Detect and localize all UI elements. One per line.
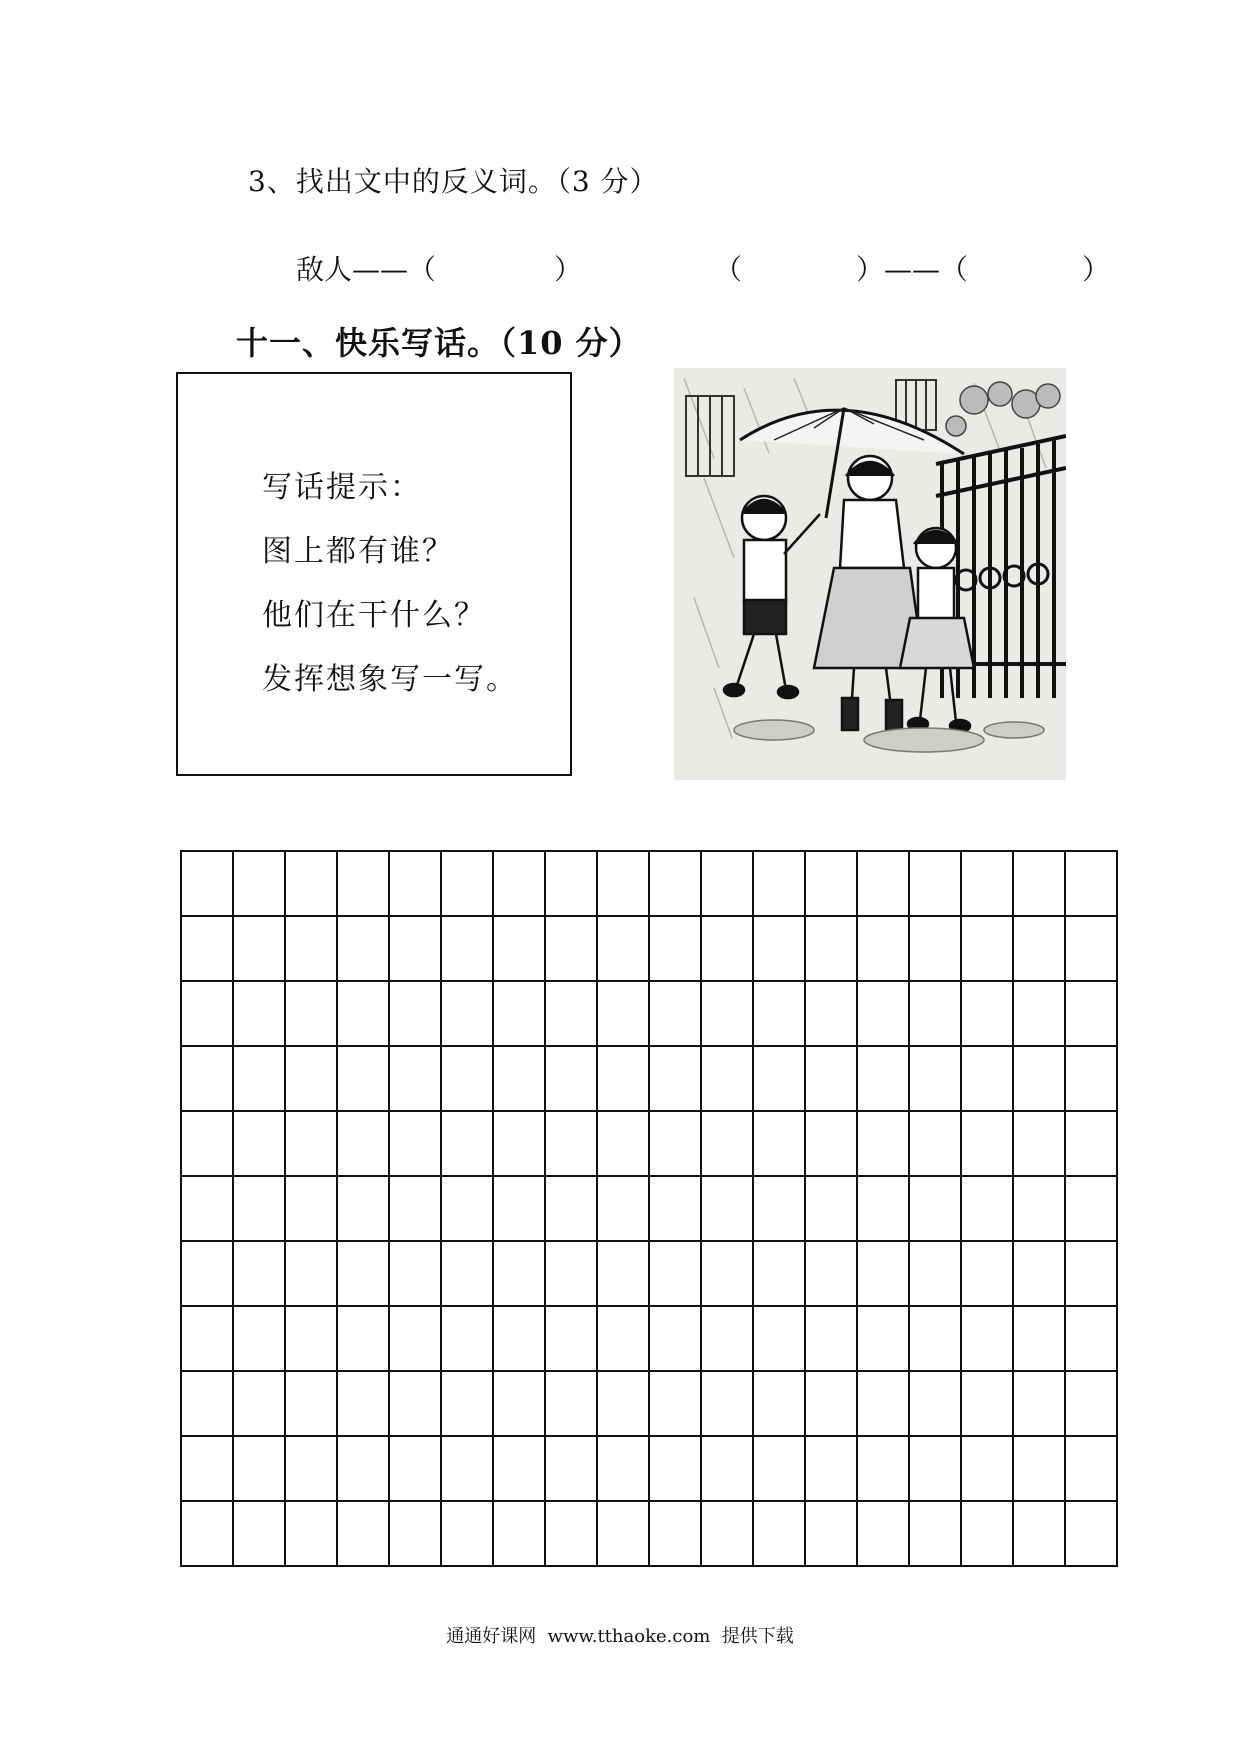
grid-cell[interactable]	[234, 1502, 286, 1567]
grid-cell[interactable]	[858, 982, 910, 1047]
grid-cell[interactable]	[702, 1177, 754, 1242]
grid-cell[interactable]	[910, 852, 962, 917]
grid-cell[interactable]	[1014, 1437, 1066, 1502]
grid-cell[interactable]	[286, 982, 338, 1047]
grid-cell[interactable]	[962, 1502, 1014, 1567]
grid-cell[interactable]	[286, 1242, 338, 1307]
grid-cell[interactable]	[650, 1242, 702, 1307]
grid-cell[interactable]	[1066, 1112, 1118, 1177]
footer-source-note: 通通好课网 www.tthaoke.com 提供下载	[446, 1626, 794, 1647]
grid-cell[interactable]	[286, 1372, 338, 1437]
grid-cell[interactable]	[390, 1112, 442, 1177]
grid-cell[interactable]	[390, 1372, 442, 1437]
grid-cell[interactable]	[806, 982, 858, 1047]
grid-cell[interactable]	[702, 1242, 754, 1307]
grid-cell[interactable]	[1014, 1112, 1066, 1177]
grid-cell[interactable]	[286, 852, 338, 917]
grid-cell[interactable]	[858, 1047, 910, 1112]
grid-cell[interactable]	[182, 1112, 234, 1177]
grid-cell[interactable]	[338, 1047, 390, 1112]
grid-cell[interactable]	[286, 1177, 338, 1242]
grid-cell[interactable]	[806, 1112, 858, 1177]
grid-cell[interactable]	[858, 917, 910, 982]
grid-cell[interactable]	[806, 1242, 858, 1307]
grid-cell[interactable]	[338, 917, 390, 982]
grid-cell[interactable]	[806, 1437, 858, 1502]
writing-grid[interactable]	[180, 850, 1118, 1567]
grid-cell[interactable]	[234, 1437, 286, 1502]
rain-umbrella-family-illustration	[674, 368, 1066, 780]
grid-cell[interactable]	[182, 1502, 234, 1567]
grid-cell[interactable]	[962, 1242, 1014, 1307]
grid-cell[interactable]	[1014, 1177, 1066, 1242]
antonym-pair-1-right: ）	[554, 253, 583, 286]
grid-cell[interactable]	[754, 1502, 806, 1567]
grid-cell[interactable]	[1066, 1437, 1118, 1502]
writing-hint-box	[176, 372, 572, 776]
grid-cell[interactable]	[494, 1372, 546, 1437]
grid-cell[interactable]	[754, 982, 806, 1047]
grid-cell[interactable]	[1014, 1047, 1066, 1112]
grid-cell[interactable]	[546, 1437, 598, 1502]
grid-cell[interactable]	[182, 1372, 234, 1437]
hint-heading: 写话提示：	[262, 470, 422, 505]
grid-cell[interactable]	[702, 982, 754, 1047]
antonym-pair-2-right: ）	[1082, 253, 1111, 286]
grid-cell[interactable]	[286, 1112, 338, 1177]
grid-cell[interactable]	[910, 1372, 962, 1437]
grid-cell[interactable]	[962, 1372, 1014, 1437]
grid-cell[interactable]	[234, 982, 286, 1047]
grid-cell[interactable]	[650, 1112, 702, 1177]
grid-cell[interactable]	[546, 1177, 598, 1242]
grid-cell[interactable]	[442, 1437, 494, 1502]
hint-line-3: 发挥想象写一写。	[262, 662, 518, 697]
grid-cell[interactable]	[650, 1437, 702, 1502]
grid-cell[interactable]	[1066, 1372, 1118, 1437]
grid-cell[interactable]	[234, 1112, 286, 1177]
grid-cell[interactable]	[650, 1177, 702, 1242]
grid-cell[interactable]	[702, 1437, 754, 1502]
grid-cell[interactable]	[390, 1047, 442, 1112]
grid-cell[interactable]	[442, 1502, 494, 1567]
grid-cell[interactable]	[1066, 1177, 1118, 1242]
grid-cell[interactable]	[494, 1307, 546, 1372]
grid-cell[interactable]	[1014, 917, 1066, 982]
grid-cell[interactable]	[598, 1112, 650, 1177]
grid-cell[interactable]	[546, 1047, 598, 1112]
grid-cell[interactable]	[338, 1502, 390, 1567]
grid-cell[interactable]	[182, 852, 234, 917]
grid-cell[interactable]	[390, 1502, 442, 1567]
grid-cell[interactable]	[806, 1047, 858, 1112]
grid-cell[interactable]	[234, 1307, 286, 1372]
grid-cell[interactable]	[858, 852, 910, 917]
grid-cell[interactable]	[182, 1242, 234, 1307]
grid-cell[interactable]	[598, 1177, 650, 1242]
grid-cell[interactable]	[962, 1112, 1014, 1177]
grid-cell[interactable]	[806, 917, 858, 982]
grid-cell[interactable]	[598, 852, 650, 917]
grid-cell[interactable]	[390, 1177, 442, 1242]
grid-cell[interactable]	[338, 982, 390, 1047]
grid-cell[interactable]	[546, 1372, 598, 1437]
grid-cell[interactable]	[1066, 1307, 1118, 1372]
grid-cell[interactable]	[338, 1437, 390, 1502]
grid-cell[interactable]	[598, 1242, 650, 1307]
grid-cell[interactable]	[442, 1372, 494, 1437]
grid-cell[interactable]	[910, 1177, 962, 1242]
grid-cell[interactable]	[910, 1047, 962, 1112]
grid-cell[interactable]	[546, 1307, 598, 1372]
question-3-title: 3、找出文中的反义词。（3 分）	[248, 165, 659, 198]
grid-cell[interactable]	[494, 1177, 546, 1242]
grid-cell[interactable]	[650, 852, 702, 917]
grid-cell[interactable]	[390, 982, 442, 1047]
grid-cell[interactable]	[962, 982, 1014, 1047]
grid-cell[interactable]	[182, 917, 234, 982]
grid-cell[interactable]	[1014, 1307, 1066, 1372]
grid-cell[interactable]	[598, 1437, 650, 1502]
antonym-pair-2-middle: ）——（	[856, 253, 969, 286]
grid-cell[interactable]	[910, 1112, 962, 1177]
grid-cell[interactable]	[1066, 917, 1118, 982]
grid-cell[interactable]	[1014, 852, 1066, 917]
grid-cell[interactable]	[442, 1307, 494, 1372]
grid-cell[interactable]	[1066, 1502, 1118, 1567]
grid-cell[interactable]	[494, 1242, 546, 1307]
grid-cell[interactable]	[390, 1307, 442, 1372]
grid-cell[interactable]	[338, 1307, 390, 1372]
grid-cell[interactable]	[390, 852, 442, 917]
grid-cell[interactable]	[546, 1502, 598, 1567]
grid-cell[interactable]	[546, 852, 598, 917]
grid-cell[interactable]	[286, 1437, 338, 1502]
grid-cell[interactable]	[494, 917, 546, 982]
grid-cell[interactable]	[702, 1112, 754, 1177]
grid-cell[interactable]	[442, 1242, 494, 1307]
grid-cell[interactable]	[546, 1112, 598, 1177]
grid-cell[interactable]	[390, 1437, 442, 1502]
grid-cell[interactable]	[182, 982, 234, 1047]
grid-cell[interactable]	[754, 1112, 806, 1177]
grid-cell[interactable]	[494, 982, 546, 1047]
grid-cell[interactable]	[650, 1047, 702, 1112]
grid-cell[interactable]	[338, 852, 390, 917]
grid-cell[interactable]	[910, 1242, 962, 1307]
grid-cell[interactable]	[910, 1502, 962, 1567]
grid-cell[interactable]	[338, 1242, 390, 1307]
antonym-pair-1-left: 敌人——（	[296, 253, 437, 286]
grid-cell[interactable]	[1066, 852, 1118, 917]
grid-cell[interactable]	[858, 1437, 910, 1502]
grid-cell[interactable]	[858, 1307, 910, 1372]
grid-cell[interactable]	[650, 1502, 702, 1567]
grid-cell[interactable]	[442, 852, 494, 917]
grid-cell[interactable]	[442, 982, 494, 1047]
grid-cell[interactable]	[910, 1437, 962, 1502]
grid-cell[interactable]	[182, 1307, 234, 1372]
grid-cell[interactable]	[962, 1307, 1014, 1372]
grid-cell[interactable]	[702, 1307, 754, 1372]
grid-cell[interactable]	[494, 1437, 546, 1502]
grid-cell[interactable]	[754, 1372, 806, 1437]
grid-cell[interactable]	[702, 1502, 754, 1567]
grid-cell[interactable]	[598, 1047, 650, 1112]
grid-cell[interactable]	[1014, 1502, 1066, 1567]
grid-cell[interactable]	[650, 982, 702, 1047]
grid-cell[interactable]	[494, 1047, 546, 1112]
grid-cell[interactable]	[494, 852, 546, 917]
grid-cell[interactable]	[754, 1242, 806, 1307]
grid-cell[interactable]	[806, 1372, 858, 1437]
grid-cell[interactable]	[442, 1047, 494, 1112]
grid-cell[interactable]	[806, 852, 858, 917]
grid-cell[interactable]	[182, 1437, 234, 1502]
grid-cell[interactable]	[1014, 1242, 1066, 1307]
grid-cell[interactable]	[442, 1112, 494, 1177]
grid-cell[interactable]	[234, 1242, 286, 1307]
grid-cell[interactable]	[754, 852, 806, 917]
grid-cell[interactable]	[546, 982, 598, 1047]
grid-cell[interactable]	[598, 917, 650, 982]
grid-cell[interactable]	[806, 1307, 858, 1372]
grid-cell[interactable]	[650, 917, 702, 982]
grid-cell[interactable]	[598, 982, 650, 1047]
grid-cell[interactable]	[910, 1307, 962, 1372]
grid-cell[interactable]	[338, 1112, 390, 1177]
grid-cell[interactable]	[494, 1112, 546, 1177]
grid-cell[interactable]	[962, 917, 1014, 982]
grid-cell[interactable]	[962, 852, 1014, 917]
grid-cell[interactable]	[390, 917, 442, 982]
grid-cell[interactable]	[754, 1437, 806, 1502]
grid-cell[interactable]	[650, 1307, 702, 1372]
grid-cell[interactable]	[234, 1177, 286, 1242]
grid-cell[interactable]	[286, 1307, 338, 1372]
grid-cell[interactable]	[286, 1047, 338, 1112]
grid-cell[interactable]	[754, 1177, 806, 1242]
grid-cell[interactable]	[754, 917, 806, 982]
grid-cell[interactable]	[442, 917, 494, 982]
antonym-answer-row	[0, 248, 1240, 288]
grid-cell[interactable]	[234, 852, 286, 917]
grid-cell[interactable]	[234, 1372, 286, 1437]
grid-cell[interactable]	[962, 1047, 1014, 1112]
grid-cell[interactable]	[910, 917, 962, 982]
grid-cell[interactable]	[494, 1502, 546, 1567]
grid-cell[interactable]	[1066, 1242, 1118, 1307]
grid-cell[interactable]	[234, 1047, 286, 1112]
grid-cell[interactable]	[702, 852, 754, 917]
grid-cell[interactable]	[754, 1047, 806, 1112]
grid-cell[interactable]	[858, 1177, 910, 1242]
grid-cell[interactable]	[338, 1372, 390, 1437]
grid-cell[interactable]	[754, 1307, 806, 1372]
grid-cell[interactable]	[702, 1047, 754, 1112]
grid-cell[interactable]	[650, 1372, 702, 1437]
grid-cell[interactable]	[286, 917, 338, 982]
grid-cell[interactable]	[546, 1242, 598, 1307]
grid-cell[interactable]	[1014, 982, 1066, 1047]
antonym-pair-2-open: （	[714, 253, 743, 286]
grid-cell[interactable]	[962, 1177, 1014, 1242]
grid-cell[interactable]	[182, 1047, 234, 1112]
grid-cell[interactable]	[858, 1372, 910, 1437]
grid-cell[interactable]	[338, 1177, 390, 1242]
grid-cell[interactable]	[598, 1502, 650, 1567]
grid-cell[interactable]	[806, 1177, 858, 1242]
grid-cell[interactable]	[1014, 1372, 1066, 1437]
grid-cell[interactable]	[702, 917, 754, 982]
section-11-title: 十一、快乐写话。（10 分）	[236, 324, 642, 362]
hint-line-2: 他们在干什么？	[262, 598, 486, 633]
grid-cell[interactable]	[1066, 1047, 1118, 1112]
grid-cell[interactable]	[598, 1372, 650, 1437]
grid-cell[interactable]	[546, 917, 598, 982]
grid-cell[interactable]	[442, 1177, 494, 1242]
grid-cell[interactable]	[286, 1502, 338, 1567]
grid-cell[interactable]	[702, 1372, 754, 1437]
grid-cell[interactable]	[182, 1177, 234, 1242]
hint-line-1: 图上都有谁？	[262, 534, 454, 569]
grid-cell[interactable]	[858, 1502, 910, 1567]
grid-cell[interactable]	[1066, 982, 1118, 1047]
grid-cell[interactable]	[858, 1112, 910, 1177]
grid-cell[interactable]	[390, 1242, 442, 1307]
grid-cell[interactable]	[234, 917, 286, 982]
grid-cell[interactable]	[806, 1502, 858, 1567]
grid-cell[interactable]	[858, 1242, 910, 1307]
grid-cell[interactable]	[598, 1307, 650, 1372]
grid-cell[interactable]	[910, 982, 962, 1047]
grid-cell[interactable]	[962, 1437, 1014, 1502]
